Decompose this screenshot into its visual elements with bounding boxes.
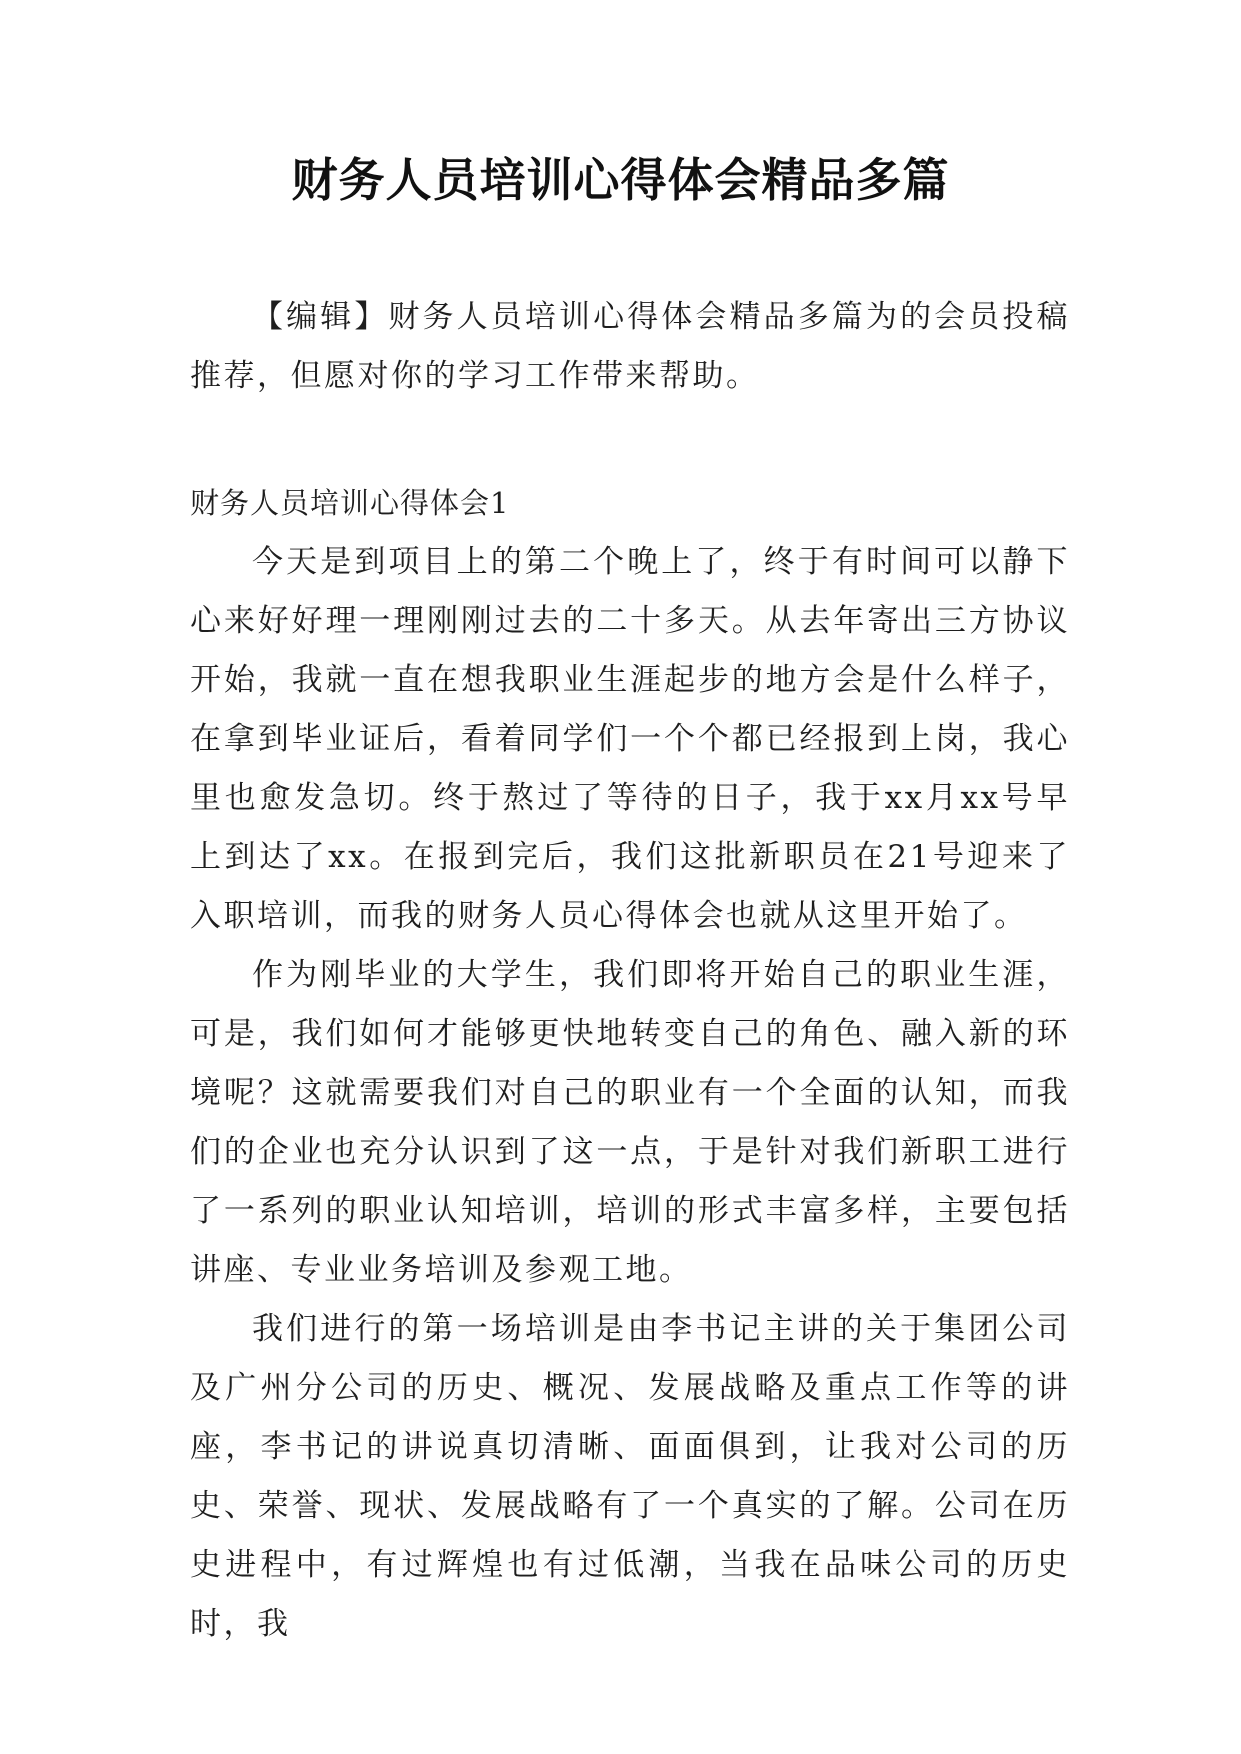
body-paragraph-2: 作为刚毕业的大学生，我们即将开始自己的职业生涯，可是，我们如何才能够更快地转变自己的角色、融入新的环境呢？这就需要我们对自己的职业有一个全面的认知，而我们的企业也充分认识到了这一点，于是针对我们新职工进行了一系列的职业认知培训，培训的形式丰富多样，主要包括讲座、专业业务培训及参观工地。 <box>190 957 1070 1288</box>
document-title: 财务人员培训心得体会精品多篇 <box>291 153 950 207</box>
body-paragraph-1: 今天是到项目上的第二个晚上了，终于有时间可以静下心来好好理一理刚刚过去的二十多天。从去年寄出三方协议开始，我就一直在想我职业生涯起步的地方会是什么样子，在拿到毕业证后，看着同学们一个个都已经报到上岗，我心里也愈发急切。终于熬过了等待的日子，我于xx月xx号早上到达了xx。在报到完后，我们这批新职员在21号迎来了入职培训，而我的财务人员心得体会也就从这里开始了。 <box>190 544 1070 934</box>
document-body <box>190 288 1070 1654</box>
section-heading: 财务人员培训心得体会1 <box>190 486 510 520</box>
body-paragraph-3: 我们进行的第一场培训是由李书记主讲的关于集团公司及广州分公司的历史、概况、发展战略及重点工作等的讲座，李书记的讲说真切清晰、面面俱到，让我对公司的历史、荣誉、现状、发展战略有了一个真实的了解。公司在历史进程中，有过辉煌也有过低潮，当我在品味公司的历史时，我 <box>190 1311 1070 1642</box>
intro-paragraph: 【编辑】财务人员培训心得体会精品多篇为的会员投稿推荐，但愿对你的学习工作带来帮助。 <box>190 299 1070 394</box>
